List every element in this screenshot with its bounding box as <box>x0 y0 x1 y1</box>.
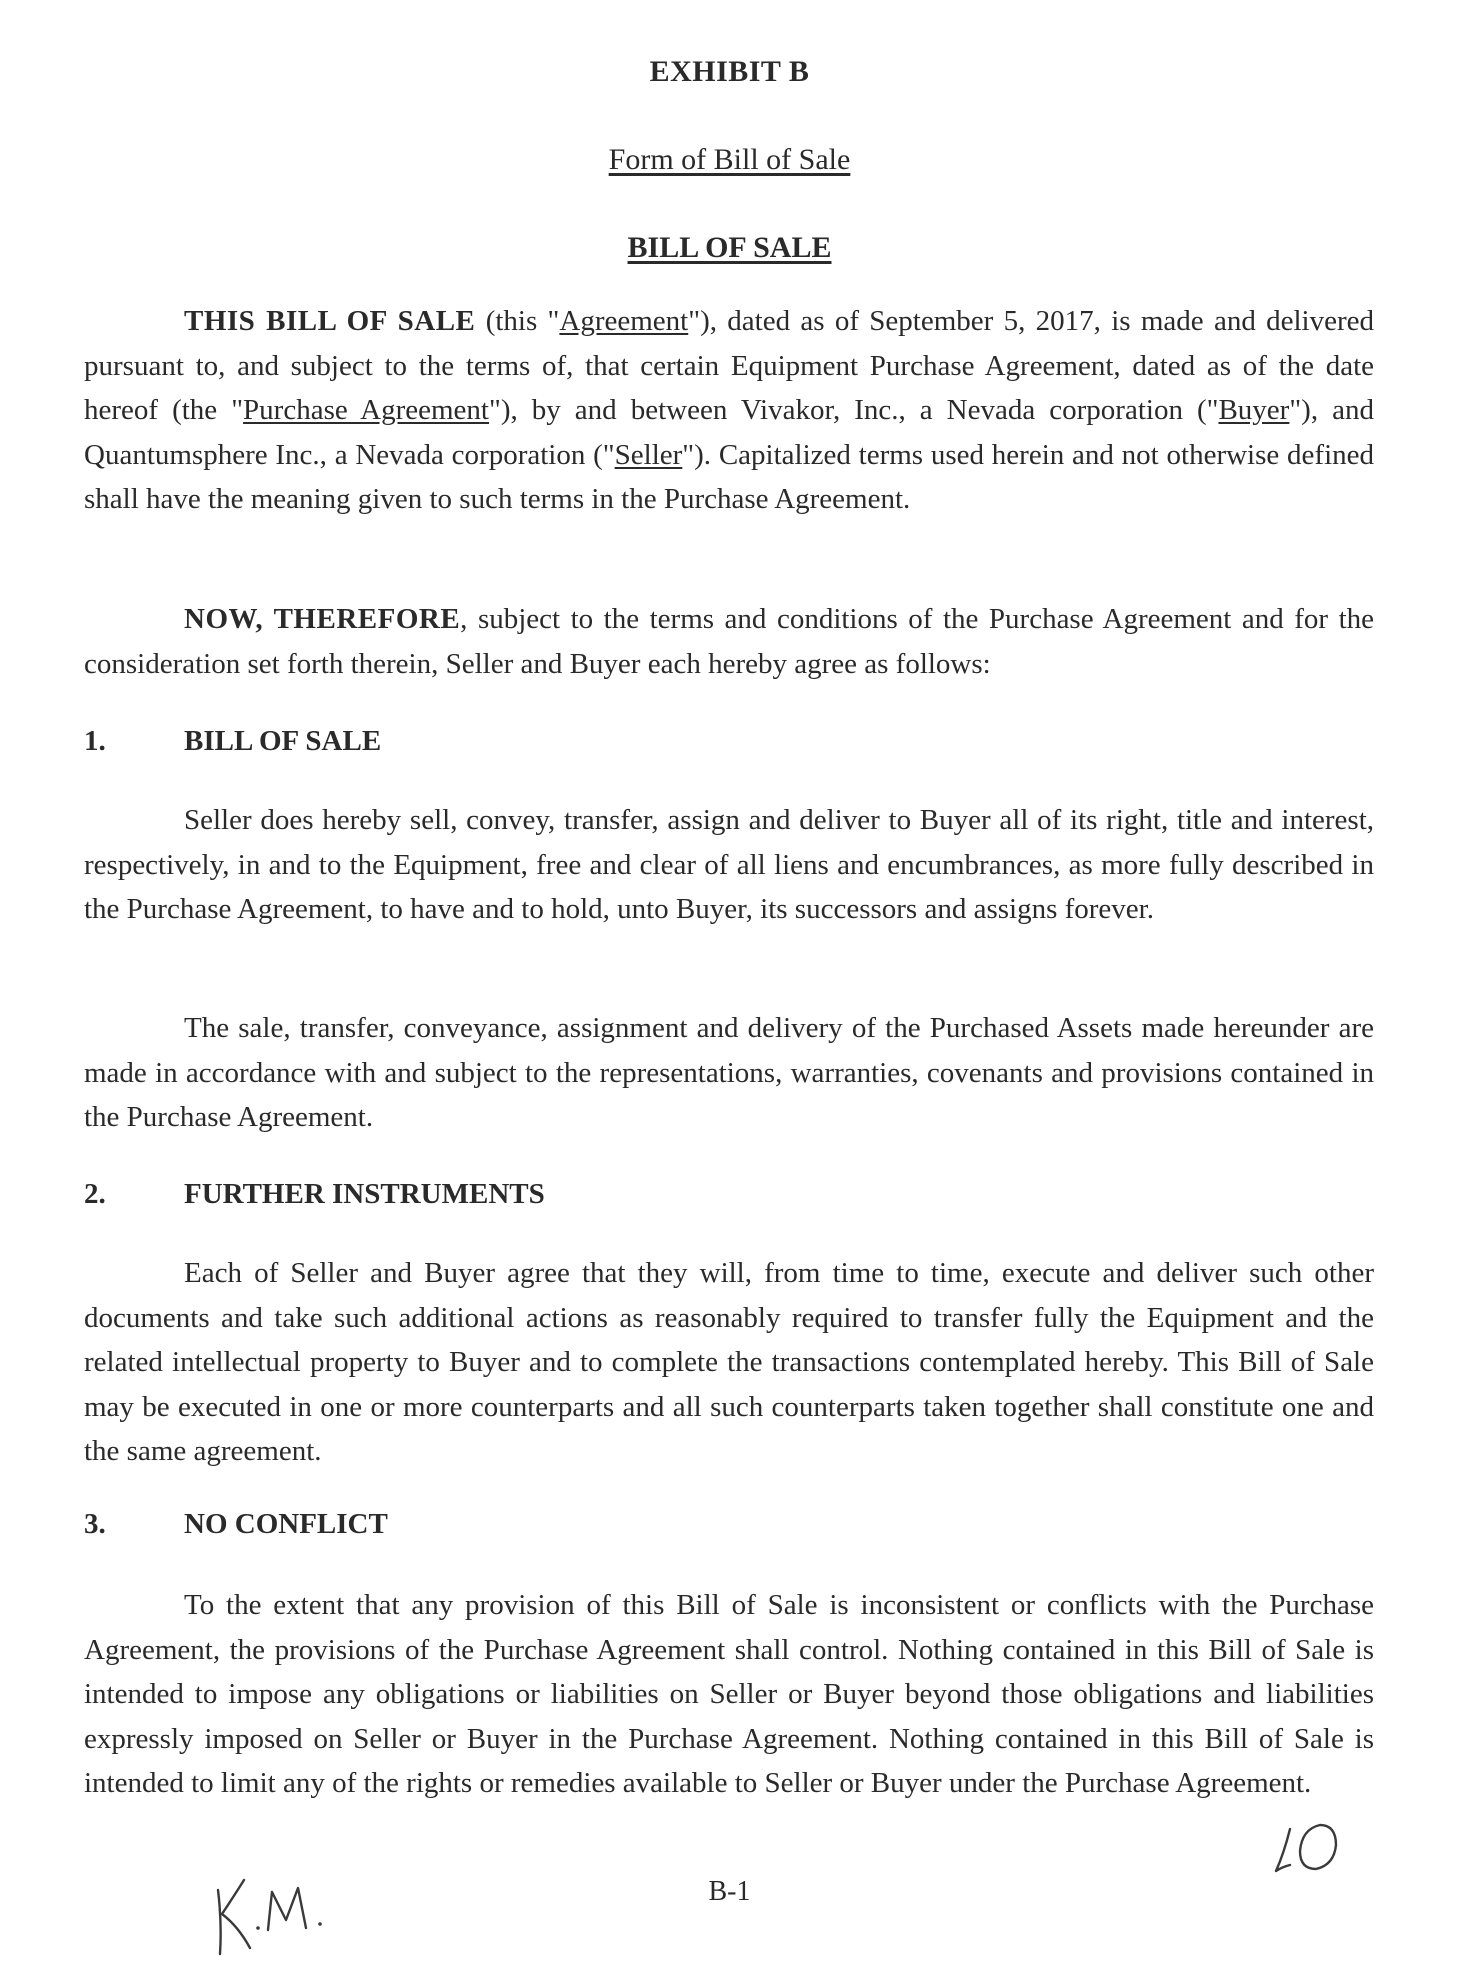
now-therefore-paragraph <box>84 597 1374 686</box>
section-heading-bill-of-sale <box>84 725 381 758</box>
section-heading-no-conflict <box>84 1508 388 1541</box>
section-2-paragraph-1: Each of Seller and Buyer agree that they will, from time to time, execute and deliver such other documents and take such additional actions as reasonably required to transfer fully the Equipment and the related intellectual property to Buyer and to complete the transactions contemplated hereby. This Bill of Sale may be executed in one or more counterparts and all such counterparts taken together shall constitute one and the same agreement. <box>84 1257 1374 1467</box>
section-number: 1. <box>84 725 106 757</box>
intro-part-3: "), by and between Vivakor, Inc., a Nevada corporation (" <box>489 394 1219 426</box>
intro-part-2: "), dated as of September 5, 2017, is made and delivered pursuant to, and subject to the terms of, that certain Equipment Purchase Agreement, dated as of the date hereof (the " <box>84 305 1374 426</box>
page-number: B-1 <box>708 1876 751 1907</box>
section-title: NO CONFLICT <box>184 1508 388 1540</box>
intro-lead: THIS BILL OF SALE <box>184 305 476 337</box>
now-therefore-lead: NOW, THEREFORE <box>184 603 461 635</box>
intro-paragraph <box>84 299 1374 522</box>
section-title: BILL OF SALE <box>184 725 382 757</box>
section-number: 2. <box>84 1178 106 1210</box>
intro-part-5: "). Capitalized terms used herein and not otherwise defined shall have the meaning given to such terms in the Purchase Agreement. <box>84 438 1374 515</box>
now-therefore-text: , subject to the terms and conditions of the Purchase Agreement and for the consideration set forth therein, Seller and Buyer each hereby agree as follows: <box>84 603 1374 680</box>
seller-term: Seller <box>614 438 683 471</box>
page-title <box>0 231 1459 265</box>
section-heading-further-instruments <box>84 1178 545 1211</box>
form-title <box>0 143 1459 177</box>
form-title-text: Form of Bill of Sale <box>608 143 851 176</box>
section-number: 3. <box>84 1508 106 1540</box>
page-title-text: BILL OF SALE <box>627 231 832 264</box>
buyer-term: Buyer <box>1218 394 1290 426</box>
section-3-paragraph-1: To the extent that any provision of this Bill of Sale is inconsistent or conflicts with the Purchase Agreement, the provisions of the Purchase Agreement shall control. Nothing contained in this Bill of Sale is intended to impose any obligations or liabilities on Seller or Buyer beyond those obligations and liabilities expressly imposed on Seller or Buyer in the Purchase Agreement. Nothing contained in this Bill of Sale is intended to limit any of the rights or remedies available to Seller or Buyer under the Purchase Agreement. <box>84 1589 1374 1799</box>
section-1-paragraph-1: Seller does hereby sell, convey, transfer, assign and deliver to Buyer all of its right, title and interest, respectively, in and to the Equipment, free and clear of all liens and encumbrances, as more fully described in the Purchase Agreement, to have and to hold, unto Buyer, its successors and assigns forever. <box>84 804 1374 925</box>
agreement-term: Agreement <box>559 305 689 337</box>
exhibit-label: EXHIBIT B <box>649 55 810 88</box>
section-1-paragraph-2: The sale, transfer, conveyance, assignment and delivery of the Purchased Assets made hereunder are made in accordance with and subject to the representations, warranties, covenants and provisions contained in the Purchase Agreement. <box>84 1012 1374 1133</box>
handwritten-initials-right <box>1268 1815 1353 1885</box>
section-title: FURTHER INSTRUMENTS <box>184 1178 545 1210</box>
handwritten-initials-km <box>210 1868 340 1958</box>
intro-part-4: "), and Quantumsphere Inc., a Nevada corporation (" <box>84 394 1374 471</box>
intro-part-1: (this " <box>475 305 560 337</box>
purchase-agreement-term: Purchase Agreement <box>243 394 489 426</box>
